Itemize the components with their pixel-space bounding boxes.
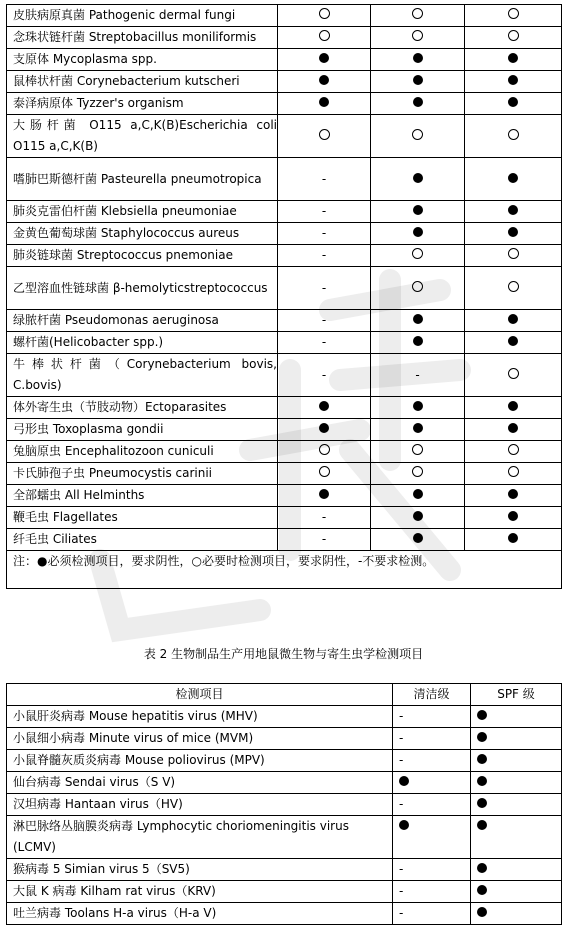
table-row [7, 5, 562, 27]
item-name: 乙型溶血性链球菌 β-hemolyticstreptococcus [7, 267, 278, 310]
table-row [7, 728, 562, 750]
mark-cell [465, 441, 562, 463]
item-name: 绿脓杆菌 Pseudomonas aeruginosa [7, 310, 278, 332]
mark-cell [278, 267, 371, 310]
mark-cell [465, 397, 562, 419]
mark-cell [278, 441, 371, 463]
required-dot-icon [319, 401, 329, 411]
required-dot-icon [477, 732, 487, 742]
mark-cell [393, 859, 471, 881]
required-dot-icon [477, 776, 487, 786]
not-required-mark: - [321, 171, 327, 186]
required-dot-icon [477, 754, 487, 764]
mark-cell [465, 115, 562, 158]
item-name: 鼠棒状杆菌 Corynebacterium kutscheri [7, 71, 278, 93]
mark-cell [465, 507, 562, 529]
optional-ring-icon [508, 248, 519, 259]
required-dot-icon [319, 489, 329, 499]
required-dot-icon [413, 205, 423, 215]
item-name: 小鼠细小病毒 Minute virus of mice (MVM) [7, 728, 393, 750]
header-clean: 清洁级 [393, 684, 471, 706]
mark-cell [471, 728, 562, 750]
mark-cell [371, 332, 465, 354]
table-row [7, 332, 562, 354]
mark-cell [278, 245, 371, 267]
required-dot-icon [477, 907, 487, 917]
mark-cell [371, 245, 465, 267]
required-dot-icon [413, 511, 423, 521]
mark-cell [278, 529, 371, 551]
table-row [7, 310, 562, 332]
mark-cell [371, 397, 465, 419]
mark-cell [471, 794, 562, 816]
optional-ring-icon [412, 30, 423, 41]
required-dot-icon [319, 75, 329, 85]
item-name: 螺杆菌(Helicobacter spp.) [7, 332, 278, 354]
mark-cell [371, 223, 465, 245]
required-dot-icon [477, 885, 487, 895]
mark-cell [465, 5, 562, 27]
required-dot-icon [413, 53, 423, 63]
required-dot-icon [508, 533, 518, 543]
required-dot-icon [399, 776, 409, 786]
not-required-mark: - [321, 510, 327, 524]
mark-cell [371, 529, 465, 551]
table-row [7, 267, 562, 310]
item-name: 牛棒状杆菌（Corynebacterium bovis, C.bovis) [7, 354, 278, 397]
table-row [7, 750, 562, 772]
mark-cell [278, 310, 371, 332]
mark-cell [278, 507, 371, 529]
required-dot-icon [508, 489, 518, 499]
optional-ring-icon [412, 466, 423, 477]
required-dot-icon [508, 205, 518, 215]
not-required-mark: - [321, 313, 327, 327]
not-required-mark: - [415, 367, 420, 382]
mark-cell [371, 115, 465, 158]
optional-ring-icon [319, 30, 330, 41]
not-required-mark: - [321, 280, 327, 295]
table1 [6, 4, 562, 589]
table-row [7, 49, 562, 71]
not-required-mark: - [399, 884, 404, 898]
required-dot-icon [413, 173, 423, 183]
mark-cell [465, 158, 562, 201]
item-name: 大肠杆菌 O115 a,C,K(B)Escherichia coli O115 a,C,K(B) [7, 115, 278, 158]
mark-cell [278, 332, 371, 354]
header-spf: SPF 级 [471, 684, 562, 706]
optional-ring-icon [508, 444, 519, 455]
table-row [7, 903, 562, 925]
mark-cell [371, 201, 465, 223]
mark-cell [465, 223, 562, 245]
item-name: 念珠状链杆菌 Streptobacillus moniliformis [7, 27, 278, 49]
optional-ring-icon [319, 444, 330, 455]
item-name: 鞭毛虫 Flagellates [7, 507, 278, 529]
required-dot-icon [508, 53, 518, 63]
mark-cell [278, 201, 371, 223]
item-name: 肺炎克雷伯杆菌 Klebsiella pneumoniae [7, 201, 278, 223]
item-name: 大鼠 K 病毒 Kilham rat virus（KRV) [7, 881, 393, 903]
table-row [7, 441, 562, 463]
required-dot-icon [477, 798, 487, 808]
mark-cell [393, 881, 471, 903]
not-required-mark: - [321, 226, 327, 240]
mark-cell [471, 772, 562, 794]
optional-ring-icon [412, 444, 423, 455]
mark-cell [278, 49, 371, 71]
header-item: 检测项目 [7, 684, 393, 706]
mark-cell [371, 310, 465, 332]
mark-cell [471, 859, 562, 881]
not-required-mark: - [399, 753, 404, 767]
mark-cell [393, 816, 471, 859]
mark-cell [465, 332, 562, 354]
table-row [7, 419, 562, 441]
item-name: 全部蠕虫 All Helminths [7, 485, 278, 507]
mark-cell [371, 485, 465, 507]
table-row [7, 859, 562, 881]
table-row [7, 71, 562, 93]
not-required-mark: - [321, 367, 327, 382]
table-row [7, 794, 562, 816]
item-name: 肺炎链球菌 Streptococcus pnemoniae [7, 245, 278, 267]
mark-cell [471, 816, 562, 859]
table-row [7, 397, 562, 419]
mark-cell [278, 485, 371, 507]
mark-cell [278, 115, 371, 158]
required-dot-icon [508, 423, 518, 433]
mark-cell [278, 5, 371, 27]
item-name: 体外寄生虫（节肢动物）Ectoparasites [7, 397, 278, 419]
not-required-mark: - [399, 862, 404, 876]
item-name: 皮肤病原真菌 Pathogenic dermal fungi [7, 5, 278, 27]
not-required-mark: - [321, 248, 327, 262]
item-name: 猴病毒 5 Simian virus 5（SV5) [7, 859, 393, 881]
mark-cell [278, 223, 371, 245]
item-name: 小鼠脊髓灰质炎病毒 Mouse poliovirus (MPV) [7, 750, 393, 772]
mark-cell [278, 419, 371, 441]
required-dot-icon [413, 314, 423, 324]
required-dot-icon [319, 53, 329, 63]
item-name: 泰泽病原体 Tyzzer's organism [7, 93, 278, 115]
required-dot-icon [508, 173, 518, 183]
mark-cell [278, 158, 371, 201]
required-dot-icon [413, 97, 423, 107]
optional-ring-icon [508, 129, 519, 140]
required-dot-icon [508, 511, 518, 521]
required-dot-icon [508, 75, 518, 85]
table-row [7, 816, 562, 859]
mark-cell [471, 706, 562, 728]
mark-cell [278, 463, 371, 485]
table-row [7, 27, 562, 49]
item-name: 纤毛虫 Ciliates [7, 529, 278, 551]
required-dot-icon [399, 820, 409, 830]
table-row [7, 223, 562, 245]
legend-note: 注：●必须检测项目，要求阴性，○必要时检测项目，要求阴性，-不要求检测。 [7, 551, 562, 589]
mark-cell [371, 419, 465, 441]
mark-cell [371, 267, 465, 310]
mark-cell [371, 441, 465, 463]
note-row [7, 551, 562, 589]
mark-cell [371, 463, 465, 485]
mark-cell [371, 507, 465, 529]
table-row [7, 354, 562, 397]
mark-cell [278, 354, 371, 397]
mark-cell [465, 49, 562, 71]
mark-cell [465, 529, 562, 551]
not-required-mark: - [399, 797, 404, 811]
required-dot-icon [413, 533, 423, 543]
optional-ring-icon [412, 129, 423, 140]
optional-ring-icon [508, 368, 519, 379]
mark-cell [393, 750, 471, 772]
mark-cell [465, 71, 562, 93]
mark-cell [393, 728, 471, 750]
table2 [6, 683, 562, 925]
item-name: 兔脑原虫 Encephalitozoon cuniculi [7, 441, 278, 463]
table2-caption: 表 2 生物制品生产用地鼠微生物与寄生虫学检测项目 [143, 647, 424, 661]
mark-cell [371, 5, 465, 27]
mark-cell [465, 463, 562, 485]
item-name: 小鼠肝炎病毒 Mouse hepatitis virus (MHV) [7, 706, 393, 728]
optional-ring-icon [319, 466, 330, 477]
required-dot-icon [319, 423, 329, 433]
table-row [7, 245, 562, 267]
item-name: 支原体 Mycoplasma spp. [7, 49, 278, 71]
mark-cell [278, 397, 371, 419]
mark-cell [465, 310, 562, 332]
table-row [7, 706, 562, 728]
required-dot-icon [508, 401, 518, 411]
mark-cell [465, 27, 562, 49]
mark-cell [471, 881, 562, 903]
required-dot-icon [508, 314, 518, 324]
table-row [7, 881, 562, 903]
mark-cell [393, 706, 471, 728]
mark-cell [371, 71, 465, 93]
not-required-mark: - [399, 709, 404, 723]
mark-cell [465, 201, 562, 223]
mark-cell [393, 772, 471, 794]
required-dot-icon [508, 336, 518, 346]
optional-ring-icon [508, 466, 519, 477]
optional-ring-icon [412, 8, 423, 19]
required-dot-icon [413, 227, 423, 237]
required-dot-icon [413, 401, 423, 411]
mark-cell [471, 750, 562, 772]
mark-cell [393, 794, 471, 816]
required-dot-icon [319, 97, 329, 107]
item-name: 吐兰病毒 Toolans H-a virus（H-a V) [7, 903, 393, 925]
table-row [7, 93, 562, 115]
table-row [7, 529, 562, 551]
mark-cell [393, 903, 471, 925]
required-dot-icon [477, 863, 487, 873]
item-name: 卡氏肺孢子虫 Pneumocystis carinii [7, 463, 278, 485]
not-required-mark: - [321, 335, 327, 349]
optional-ring-icon [508, 30, 519, 41]
mark-cell [465, 267, 562, 310]
mark-cell [278, 27, 371, 49]
mark-cell [371, 158, 465, 201]
table-row [7, 485, 562, 507]
item-name: 金黄色葡萄球菌 Staphylococcus aureus [7, 223, 278, 245]
required-dot-icon [508, 97, 518, 107]
not-required-mark: - [321, 204, 327, 218]
item-name: 弓形虫 Toxoplasma gondii [7, 419, 278, 441]
required-dot-icon [413, 489, 423, 499]
item-name: 仙台病毒 Sendai virus（S V) [7, 772, 393, 794]
mark-cell [465, 93, 562, 115]
required-dot-icon [477, 710, 487, 720]
required-dot-icon [477, 820, 487, 830]
mark-cell [371, 93, 465, 115]
not-required-mark: - [399, 906, 404, 920]
required-dot-icon [413, 423, 423, 433]
optional-ring-icon [412, 248, 423, 259]
mark-cell [465, 354, 562, 397]
mark-cell [465, 419, 562, 441]
mark-cell [465, 245, 562, 267]
mark-cell [371, 354, 465, 397]
table-row [7, 772, 562, 794]
table-row [7, 463, 562, 485]
item-name: 汉坦病毒 Hantaan virus（HV) [7, 794, 393, 816]
table-row [7, 201, 562, 223]
required-dot-icon [508, 227, 518, 237]
optional-ring-icon [508, 281, 519, 292]
mark-cell [278, 93, 371, 115]
table-row [7, 507, 562, 529]
mark-cell [471, 903, 562, 925]
table-row [7, 158, 562, 201]
required-dot-icon [413, 75, 423, 85]
item-name: 淋巴脉络丛脑膜炎病毒 Lymphocytic choriomeningitis virus (LCMV) [7, 816, 393, 859]
mark-cell [465, 485, 562, 507]
optional-ring-icon [508, 8, 519, 19]
item-name: 嗜肺巴斯德杆菌 Pasteurella pneumotropica [7, 158, 278, 201]
table-row [7, 115, 562, 158]
optional-ring-icon [319, 8, 330, 19]
mark-cell [371, 49, 465, 71]
mark-cell [371, 27, 465, 49]
mark-cell [278, 71, 371, 93]
not-required-mark: - [321, 532, 327, 546]
optional-ring-icon [319, 129, 330, 140]
required-dot-icon [413, 336, 423, 346]
optional-ring-icon [412, 281, 423, 292]
not-required-mark: - [399, 731, 404, 745]
